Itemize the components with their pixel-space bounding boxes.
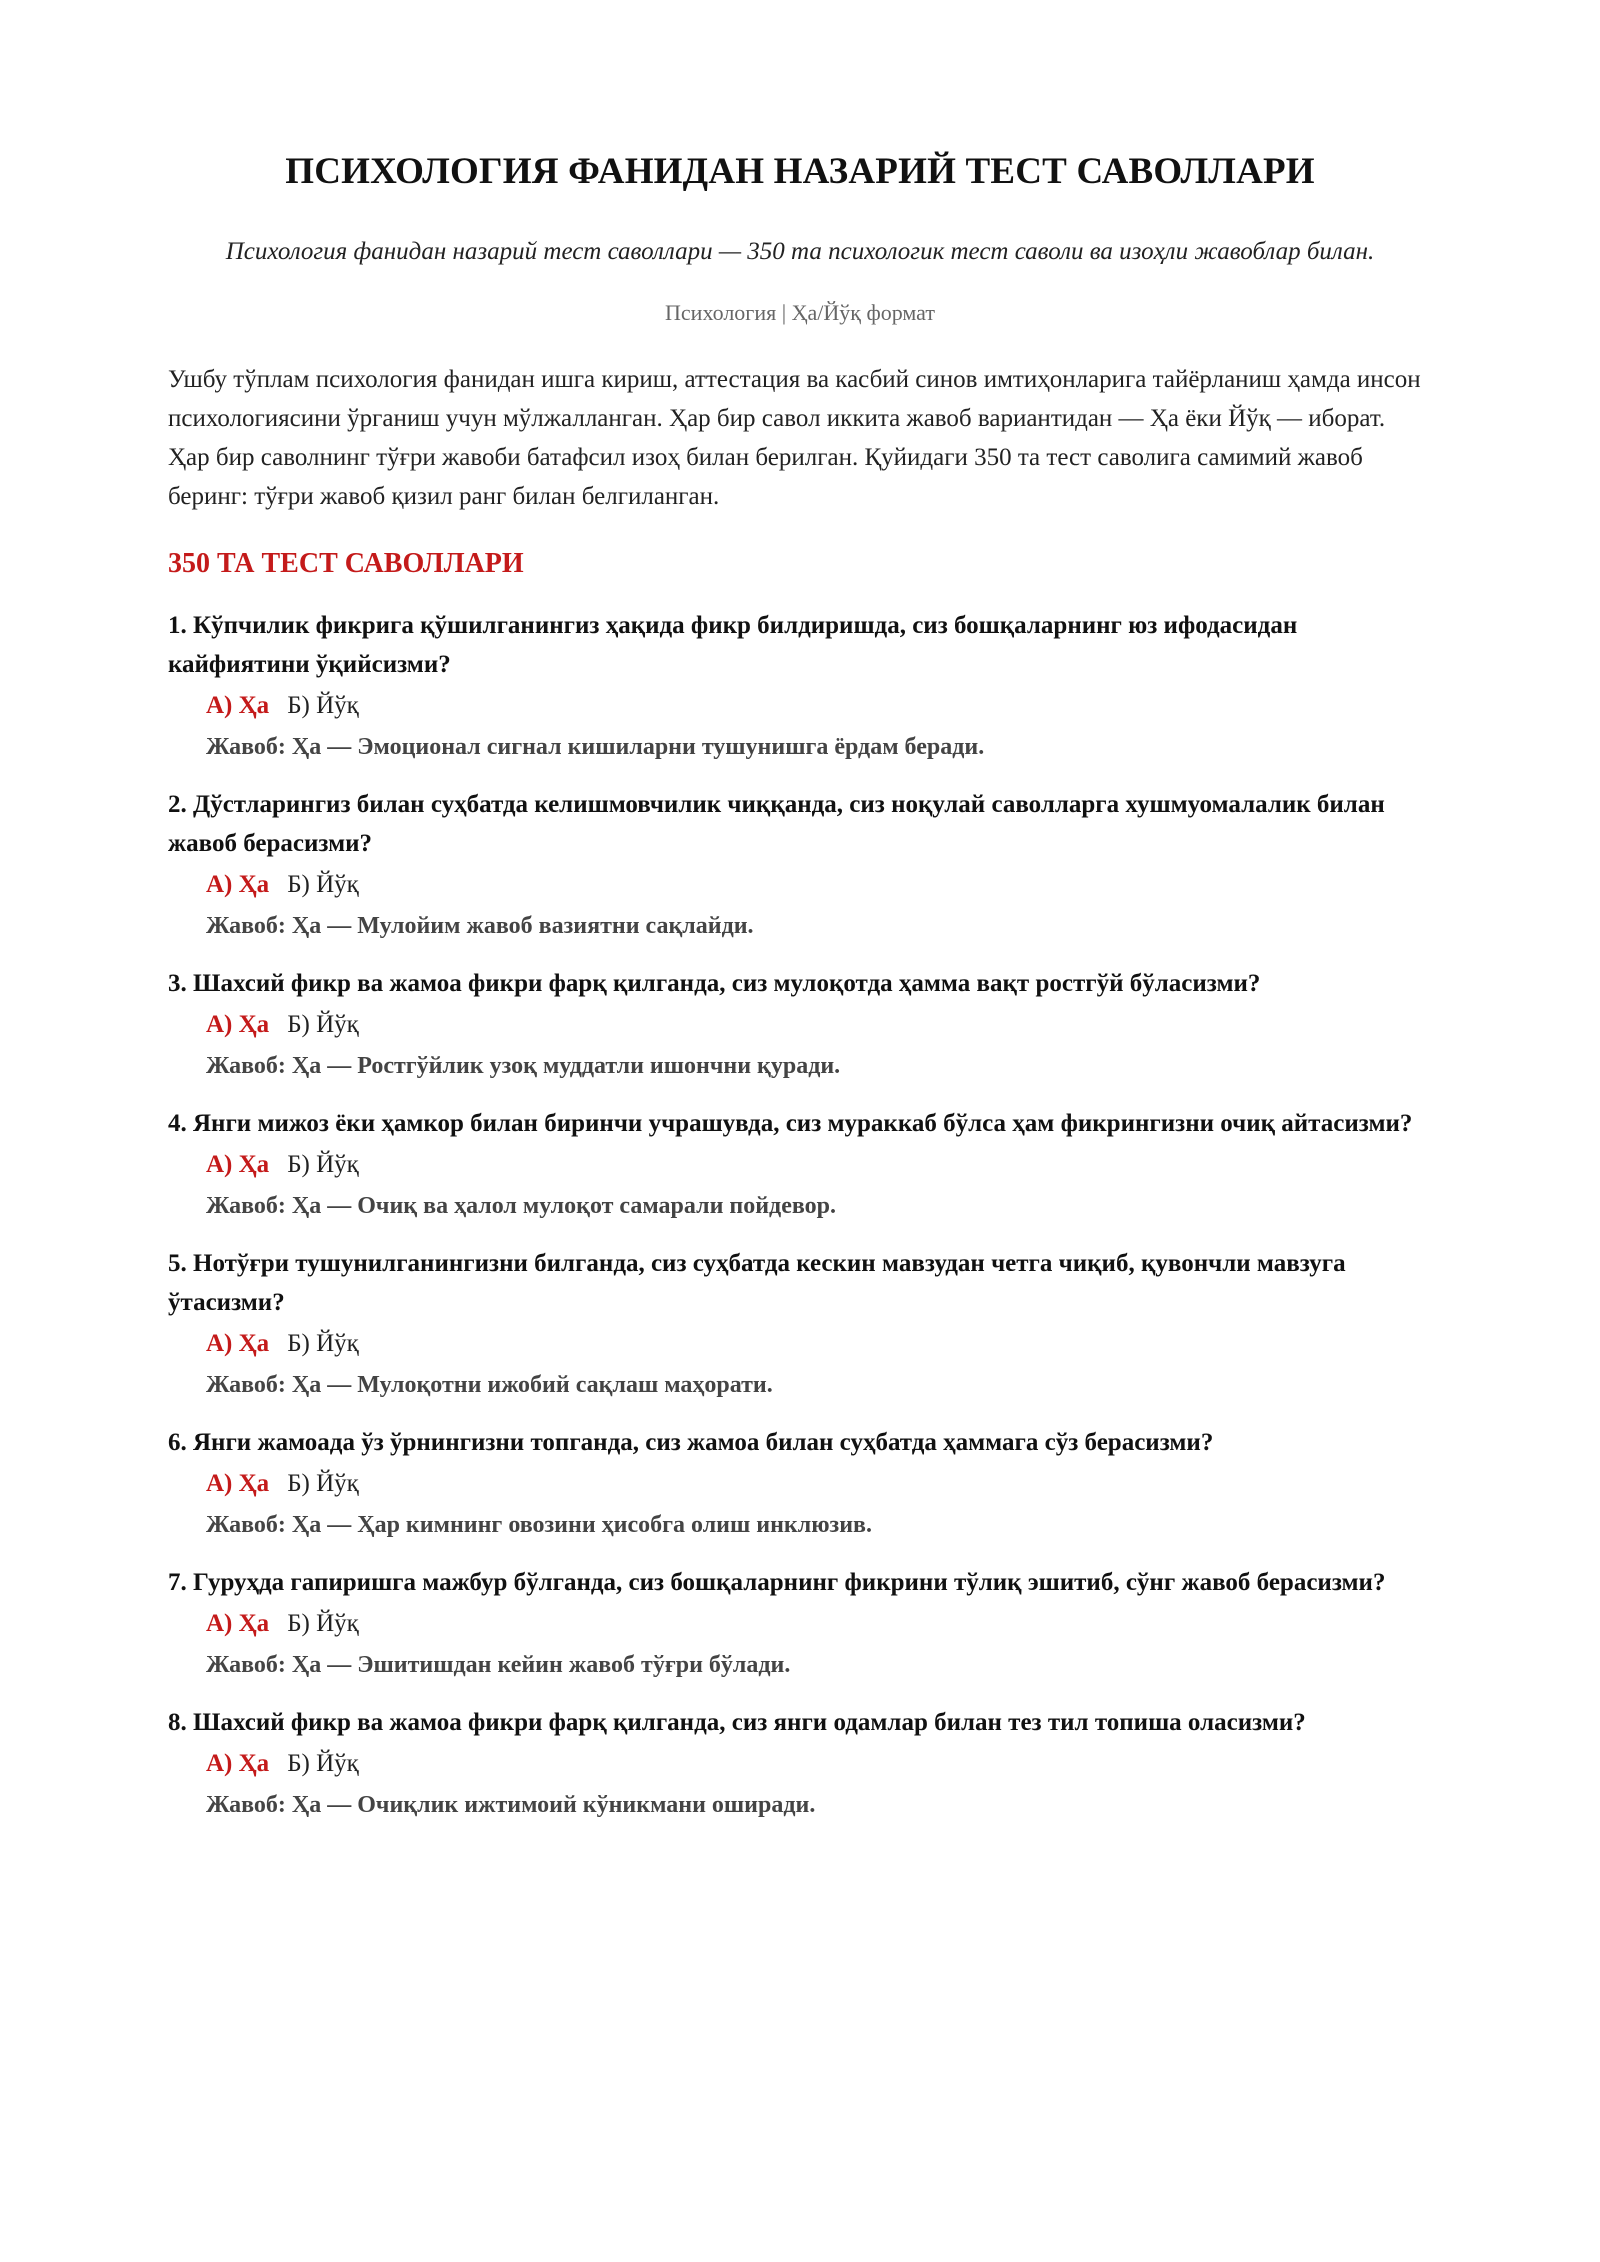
option-b: Б) Йўқ [287, 1011, 359, 1038]
option-a: А) Ҳа [206, 871, 270, 898]
question-text [168, 1244, 1432, 1322]
question-text [168, 1703, 1432, 1742]
question-text [168, 1423, 1432, 1462]
document-subtitle: Психология фанидан назарий тест саволлари — 350 та психологик тест саволи ва изоҳли жавоблар билан. [225, 238, 1375, 265]
intro-paragraph: Ушбу тўплам психология фанидан ишга кириш, аттестация ва касбий синов имтиҳонларига тайёрланиш ҳамда инсон психологиясини ўрганиш учун мўлжалланган. Ҳар бир савол иккита жавоб вариантидан — Ҳа ёки Йўқ — иборат. Ҳар бир саволнинг тўғри жавоби батафсил изоҳ билан берилган. Қуйидаги 350 та тест саволига самимий жавоб беринг: тўғри жавоб қизил ранг билан белгиланган. [168, 366, 1421, 510]
option-a: А) Ҳа [206, 1011, 270, 1038]
option-a: А) Ҳа [206, 1151, 270, 1178]
section-title: 350 ТА ТЕСТ САВОЛЛАРИ [168, 548, 524, 579]
answer-explanation: Жавоб: Ҳа — Очиқлик ижтимоий кўникмани оширади. [206, 1792, 816, 1818]
question-list [168, 606, 1432, 1825]
question-body: Шахсий фикр ва жамоа фикри фарқ қилганда, сиз мулоқотда ҳамма вақт ростгўй бўласизми? [193, 970, 1261, 997]
question-body: Нотўғри тушунилганингизни билганда, сиз суҳбатда кескин мавзудан четга чиқиб, қувончли мавзуга ўтасизми? [168, 1250, 1346, 1316]
question-number: 5. [168, 1250, 187, 1277]
question-body: Янги мижоз ёки ҳамкор билан биринчи учрашувда, сиз мураккаб бўлса ҳам фикрингизни очиқ айтасизми? [193, 1110, 1413, 1137]
question-item [168, 964, 1432, 1086]
option-b: Б) Йўқ [287, 1750, 359, 1777]
question-item [168, 1104, 1432, 1226]
answer-explanation: Жавоб: Ҳа — Эшитишдан кейин жавоб тўғри бўлади. [206, 1652, 791, 1678]
option-b: Б) Йўқ [287, 1470, 359, 1497]
option-b: Б) Йўқ [287, 871, 359, 898]
question-options [168, 1143, 1432, 1186]
question-item [168, 1423, 1432, 1545]
question-options [168, 1322, 1432, 1365]
option-a: А) Ҳа [206, 1750, 270, 1777]
option-a: А) Ҳа [206, 1470, 270, 1497]
question-item [168, 606, 1432, 767]
question-number: 7. [168, 1569, 187, 1596]
answer-explanation: Жавоб: Ҳа — Мулойим жавоб вазиятни сақлайди. [206, 913, 754, 939]
question-number: 6. [168, 1429, 187, 1456]
question-body: Гуруҳда гапиришга мажбур бўлганда, сиз бошқаларнинг фикрини тўлиқ эшитиб, сўнг жавоб берасизми? [193, 1569, 1386, 1596]
question-options [168, 684, 1432, 727]
answer-explanation: Жавоб: Ҳа — Эмоционал сигнал кишиларни тушунишга ёрдам беради. [206, 734, 985, 760]
question-options [168, 863, 1432, 906]
answer-explanation: Жавоб: Ҳа — Очиқ ва ҳалол мулоқот самарали пойдевор. [206, 1193, 836, 1219]
question-options [168, 1602, 1432, 1645]
answer-explanation: Жавоб: Ҳа — Ҳар кимнинг овозини ҳисобга олиш инклюзив. [206, 1512, 872, 1538]
question-item [168, 1563, 1432, 1685]
question-item [168, 785, 1432, 946]
question-number: 8. [168, 1709, 187, 1736]
question-number: 4. [168, 1110, 187, 1137]
option-a: А) Ҳа [206, 1330, 270, 1357]
answer-explanation: Жавоб: Ҳа — Ростгўйлик узоқ муддатли ишончни қуради. [206, 1053, 841, 1079]
question-options [168, 1462, 1432, 1505]
question-options [168, 1742, 1432, 1785]
question-body: Шахсий фикр ва жамоа фикри фарқ қилганда, сиз янги одамлар билан тез тил топиша оласизми? [193, 1709, 1306, 1736]
question-item [168, 1244, 1432, 1405]
question-number: 3. [168, 970, 187, 997]
question-options [168, 1003, 1432, 1046]
document-meta: Психология | Ҳа/Йўқ формат [665, 300, 935, 325]
question-text [168, 964, 1432, 1003]
question-body: Дўстларингиз билан суҳбатда келишмовчилик чиққанда, сиз ноқулай саволларга хушмуомалалик билан жавоб берасизми? [168, 791, 1385, 857]
option-b: Б) Йўқ [287, 692, 359, 719]
option-b: Б) Йўқ [287, 1330, 359, 1357]
question-text [168, 606, 1432, 684]
answer-explanation: Жавоб: Ҳа — Мулоқотни ижобий сақлаш маҳорати. [206, 1372, 773, 1398]
document-title: ПСИХОЛОГИЯ ФАНИДАН НАЗАРИЙ ТЕСТ САВОЛЛАРИ [285, 151, 1315, 192]
question-number: 2. [168, 791, 187, 818]
question-text [168, 1104, 1432, 1143]
question-text [168, 1563, 1432, 1602]
option-b: Б) Йўқ [287, 1151, 359, 1178]
question-number: 1. [168, 612, 187, 639]
question-text [168, 785, 1432, 863]
question-body: Кўпчилик фикрига қўшилганингиз ҳақида фикр билдиришда, сиз бошқаларнинг юз ифодасидан кайфиятини ўқийсизми? [168, 612, 1298, 678]
option-a: А) Ҳа [206, 692, 270, 719]
option-b: Б) Йўқ [287, 1610, 359, 1637]
question-body: Янги жамоада ўз ўрнингизни топганда, сиз жамоа билан суҳбатда ҳаммага сўз берасизми? [193, 1429, 1214, 1456]
option-a: А) Ҳа [206, 1610, 270, 1637]
question-item [168, 1703, 1432, 1825]
